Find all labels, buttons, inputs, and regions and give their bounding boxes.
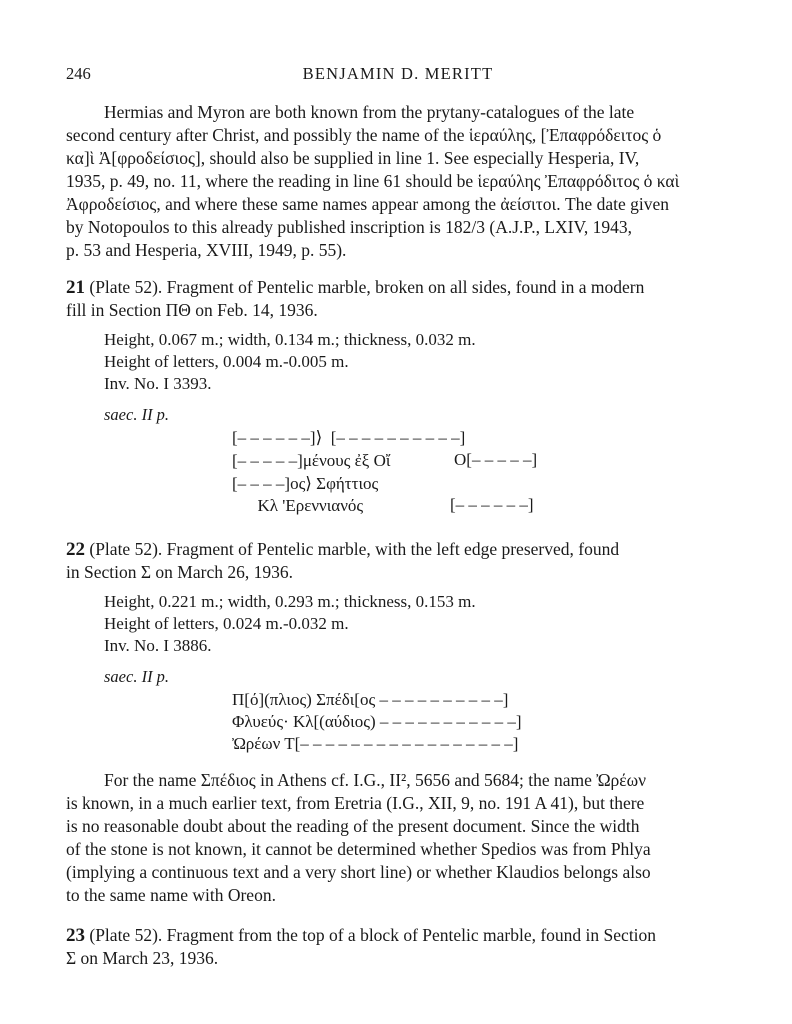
sec22-date: saec. II p. [104, 667, 170, 686]
sec21-inscription-line-3: [– – – –]ος⟩ Σφήττιος [232, 474, 379, 493]
sec21-inscription-line-4-right: [– – – – – –] [450, 495, 534, 514]
commentary-line-5: (implying a continuous text and a very short line) or whether Klaudios belongs also [66, 862, 651, 882]
sec21-inventory: Inv. No. I 3393. [104, 374, 212, 393]
sec21-inscription-line-2: [– – – – –]μένους ἐξ Οἴ [232, 451, 391, 470]
sec22-inventory: Inv. No. I 3886. [104, 636, 212, 655]
sec23-number: 23 [66, 925, 85, 946]
intro-line-3: κα]ὶ Ἀ[φροδείσιος], should also be supplied in line 1. See especially Hesperia, IV, [66, 148, 640, 168]
sec22-number: 22 [66, 539, 85, 560]
sec21-date: saec. II p. [104, 405, 170, 424]
running-head-author: BENJAMIN D. MERITT [302, 64, 494, 83]
sec22-lead-line-1 [66, 538, 619, 561]
sec22-inscription-line-1: Π[ό](πλιος) Σπέδι[ος – – – – – – – – – –] [232, 690, 509, 709]
running-header [66, 64, 730, 88]
sec23-lead-line-1 [66, 924, 656, 947]
sec22-inscription-line-3: Ὠρέων Τ[– – – – – – – – – – – – – – – – –] [232, 734, 519, 753]
sec21-letter-height: Height of letters, 0.004 m.-0.005 m. [104, 352, 349, 371]
commentary-line-4: of the stone is not known, it cannot be determined whether Spedios was from Phlya [66, 839, 651, 859]
commentary-line-1: For the name Σπέδιος in Athens cf. I.G., II², 5656 and 5684; the name Ὠρέων [104, 770, 647, 790]
intro-line-1: Hermias and Myron are both known from the prytany-catalogues of the late [104, 102, 635, 122]
sec21-lead-line-1 [66, 276, 644, 299]
sec22-lead-line-2: in Section Σ on March 26, 1936. [66, 562, 293, 582]
sec22-lead-text: (Plate 52). Fragment of Pentelic marble, with the left edge preserved, found [85, 539, 620, 559]
intro-line-2: second century after Christ, and possibly the name of the ἱεραύλης, [Ἐπαφρόδειτος ὁ [66, 125, 662, 145]
commentary-line-3: is no reasonable doubt about the reading of the present document. Since the width [66, 816, 640, 836]
sec22-inscription-line-2: Φλυεύς· Κλ[(αύδιος) – – – – – – – – – – –] [232, 712, 522, 731]
commentary-line-6: to the same name with Oreon. [66, 885, 276, 905]
sec21-inscription-line-1: [– – – – – –]⟩ [– – – – – – – – – –] [232, 428, 466, 447]
commentary-line-2: is known, in a much earlier text, from Eretria (I.G., XII, 9, no. 191 A 41), but there [66, 793, 645, 813]
intro-line-7: p. 53 and Hesperia, XVIII, 1949, p. 55). [66, 240, 347, 260]
sec22-letter-height: Height of letters, 0.024 m.-0.032 m. [104, 614, 349, 633]
sec21-number: 21 [66, 277, 85, 298]
sec23-lead-text: (Plate 52). Fragment from the top of a block of Pentelic marble, found in Section [85, 925, 657, 945]
intro-line-4: 1935, p. 49, no. 11, where the reading in line 61 should be ἱεραύλης Ἐπαφρόδιτος ὁ καὶ [66, 171, 680, 191]
sec22-dimensions: Height, 0.221 m.; width, 0.293 m.; thickness, 0.153 m. [104, 592, 476, 611]
sec21-inscription-line-2-right: Ο[– – – – –] [454, 450, 538, 469]
sec21-lead-text: (Plate 52). Fragment of Pentelic marble, broken on all sides, found in a modern [85, 277, 645, 297]
intro-line-6: by Notopoulos to this already published inscription is 182/3 (A.J.P., LXIV, 1943, [66, 217, 632, 237]
sec23-lead-line-2: Σ on March 23, 1936. [66, 948, 219, 968]
sec21-dimensions: Height, 0.067 m.; width, 0.134 m.; thickness, 0.032 m. [104, 330, 476, 349]
page-number: 246 [66, 64, 91, 83]
intro-line-5: Ἀφροδείσιος, and where these same names appear among the ἀείσιτοι. The date given [66, 194, 669, 214]
sec21-lead-line-2: fill in Section ΠΘ on Feb. 14, 1936. [66, 300, 318, 320]
sec21-inscription-line-4: Κλ 'Ερεννιανός [232, 496, 364, 515]
